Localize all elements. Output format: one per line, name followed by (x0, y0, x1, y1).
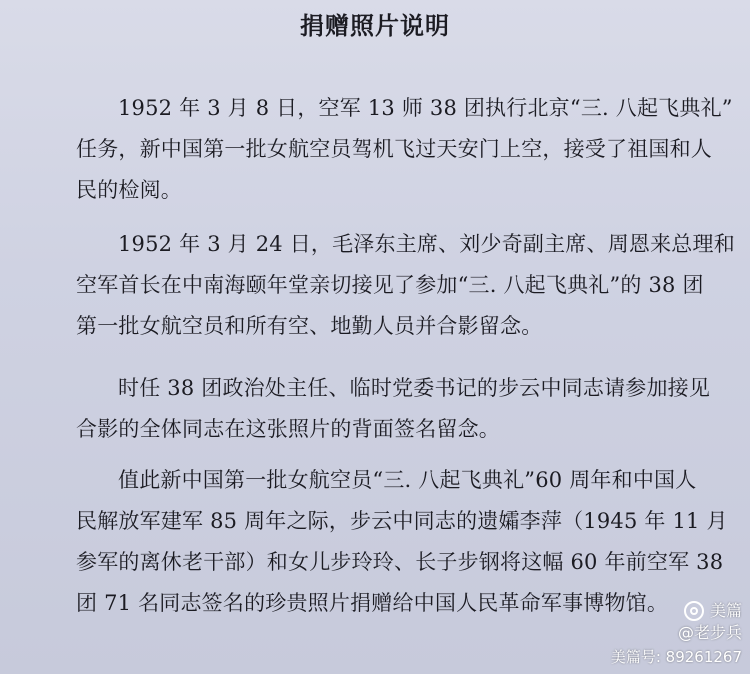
paragraph-line: 参军的离休老干部）和女儿步玲玲、长子步钢将这幅 60 年前空军 38 (76, 550, 724, 574)
paragraph-line: 任务，新中国第一批女航空员驾机飞过天安门上空，接受了祖国和人 (76, 137, 712, 161)
document-title: 捐赠照片说明 (300, 11, 450, 40)
paragraph-line: 值此新中国第一批女航空员“三. 八起飞典礼”60 周年和中国人 (118, 468, 697, 492)
paragraph-2 (76, 224, 735, 347)
paragraph-line: 1952 年 3 月 24 日，毛泽东主席、刘少奇副主席、周恩来总理和 (118, 232, 735, 256)
paragraph-line: 民的检阅。 (76, 178, 182, 202)
watermark-brand-row (611, 600, 742, 622)
paragraph-line: 1952 年 3 月 8 日，空军 13 师 38 团执行北京“三. 八起飞典礼” (118, 96, 733, 120)
meipian-logo-icon (684, 601, 704, 621)
paragraph-line: 民解放军建军 85 周年之际，步云中同志的遗孀李萍（1945 年 11 月 (76, 509, 728, 533)
paragraph-line: 合影的全体同志在这张照片的背面签名留念。 (76, 417, 500, 441)
watermark-brand: 美篇 (709, 601, 742, 620)
paragraph-3 (76, 368, 710, 450)
paragraph-line: 团 71 名同志签名的珍贵照片捐赠给中国人民革命军事博物馆。 (76, 591, 669, 615)
paragraph-line: 空军首长在中南海颐年堂亲切接见了参加“三. 八起飞典礼”的 38 团 (76, 273, 704, 297)
paragraph-1 (76, 88, 733, 211)
meipian-watermark (611, 600, 742, 668)
watermark-id: 美篇号: 89261267 (610, 648, 742, 666)
watermark-author-row (611, 622, 742, 644)
paragraph-line: 时任 38 团政治处主任、临时党委书记的步云中同志请参加接见 (118, 376, 711, 400)
watermark-author: @老步兵 (677, 623, 742, 642)
paragraph-line: 第一批女航空员和所有空、地勤人员并合影留念。 (76, 314, 543, 338)
